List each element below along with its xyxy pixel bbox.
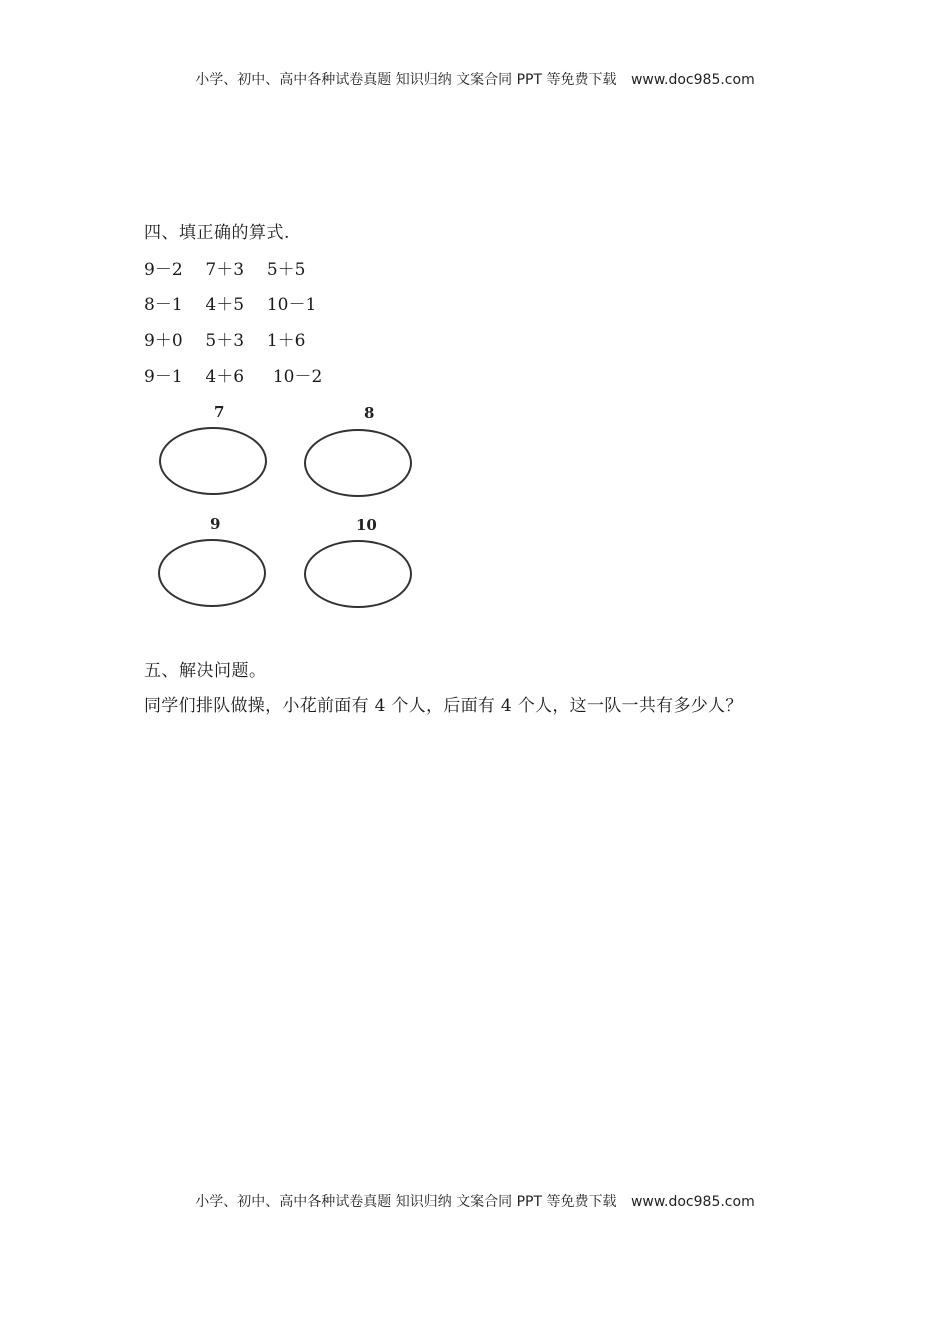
section5-title: 五、解决问题。 (144, 661, 267, 681)
answer-oval-8[interactable] (304, 429, 412, 497)
page-header (0, 69, 950, 89)
answer-oval-10[interactable] (304, 540, 412, 608)
expression: 5＋3 (205, 331, 245, 351)
expression: 8－1 (144, 295, 183, 315)
answer-ovals (150, 400, 430, 620)
expression-row (144, 362, 322, 387)
expression: 10－1 (266, 295, 317, 315)
expression: 4＋6 (205, 367, 245, 387)
expression-row (144, 326, 305, 351)
oval-label: 9 (210, 515, 221, 533)
expression: 1＋6 (266, 331, 306, 351)
expression-row (144, 255, 305, 280)
expression: 9－2 (144, 260, 183, 280)
oval-label: 7 (214, 403, 225, 421)
expression: 9－1 (144, 367, 183, 387)
section5-question: 同学们排队做操，小花前面有 4 个人，后面有 4 个人，这一队一共有多少人？ (144, 696, 743, 716)
section4-title: 四、填正确的算式. (144, 223, 290, 243)
page-footer (0, 1191, 950, 1211)
expression: 7＋3 (205, 260, 245, 280)
footer-text: 小学、初中、高中各种试卷真题 知识归纳 文案合同 PPT 等免费下载 (195, 1194, 617, 1210)
answer-oval-7[interactable] (159, 427, 267, 495)
expression-row (144, 290, 316, 315)
answer-oval-9[interactable] (158, 539, 266, 607)
footer-site: www.doc985.com (630, 1194, 755, 1210)
expression: 9＋0 (144, 331, 183, 351)
expression: 5＋5 (266, 260, 306, 280)
header-text: 小学、初中、高中各种试卷真题 知识归纳 文案合同 PPT 等免费下载 (195, 72, 617, 88)
expression: 10－2 (272, 367, 323, 387)
oval-label: 8 (364, 404, 375, 422)
header-site: www.doc985.com (630, 72, 755, 88)
oval-label: 10 (356, 516, 377, 534)
expression: 4＋5 (205, 295, 245, 315)
